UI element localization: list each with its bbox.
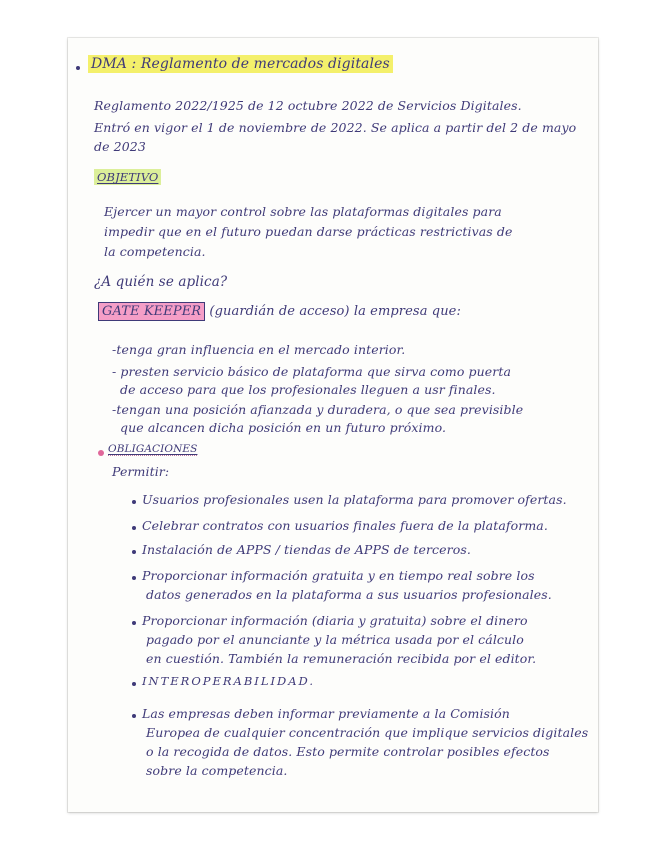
permitir-label: Permitir:	[112, 464, 170, 479]
obligacion-item-5-line-2: pagado por el anunciante y la métrica usada por el cálculo	[146, 632, 524, 647]
intro-line-2: Entró en vigor el 1 de noviembre de 2022. Se aplica a partir del 2 de mayo	[94, 120, 577, 135]
condition-line-5: que alcancen dicha posición en un futuro próximo.	[120, 420, 447, 435]
item-bullet-icon	[132, 621, 136, 625]
objetivo-heading	[94, 170, 161, 184]
intro-line-1: Reglamento 2022/1925 de 12 octubre 2022 de Servicios Digitales.	[94, 98, 522, 113]
condition-line-1: -tenga gran influencia en el mercado interior.	[112, 342, 406, 357]
notebook-page	[68, 38, 598, 812]
obligacion-item-1: Usuarios profesionales usen la plataforma para promover ofertas.	[142, 492, 567, 507]
title-text: DMA : Reglamento de mercados digitales	[88, 55, 393, 73]
gatekeeper-label: GATE KEEPER	[98, 302, 205, 321]
objetivo-line-2: impedir que en el futuro puedan darse prácticas restrictivas de	[104, 224, 513, 239]
obligacion-item-5-line-1: Proporcionar información (diaria y gratuita) sobre el dinero	[142, 613, 528, 628]
objetivo-line-1: Ejercer un mayor control sobre las plataformas digitales para	[104, 204, 502, 219]
obligacion-item-2: Celebrar contratos con usuarios finales fuera de la plataforma.	[142, 518, 548, 533]
gatekeeper-text: (guardián de acceso) la empresa que:	[209, 304, 461, 319]
obligacion-item-5-line-3: en cuestión. También la remuneración recibida por el editor.	[146, 651, 537, 666]
condition-line-3: de acceso para que los profesionales lleguen a usr finales.	[120, 382, 496, 397]
obligacion-item-7-line-1: Las empresas deben informar previamente a la Comisión	[142, 706, 510, 721]
item-bullet-icon	[132, 550, 136, 554]
obligacion-item-7-line-3: o la recogida de datos. Esto permite controlar posibles efectos	[146, 744, 550, 759]
question-heading: ¿A quién se aplica?	[94, 274, 228, 290]
intro-line-3: de 2023	[94, 139, 146, 154]
item-bullet-icon	[132, 714, 136, 718]
condition-line-4: -tengan una posición afianzada y duradera, o que sea previsible	[112, 402, 524, 417]
title-bullet-icon	[76, 66, 80, 70]
obligacion-item-7-line-2: Europea de cualquier concentración que implique servicios digitales	[146, 725, 589, 740]
objetivo-line-3: la competencia.	[104, 244, 206, 259]
obligacion-item-4-line-1: Proporcionar información gratuita y en tiempo real sobre los	[142, 568, 535, 583]
obligaciones-heading	[108, 443, 197, 455]
item-bullet-icon	[132, 500, 136, 504]
page-title	[88, 56, 393, 72]
objetivo-label: OBJETIVO	[94, 169, 161, 185]
item-bullet-icon	[132, 526, 136, 530]
obligacion-item-3: Instalación de APPS / tiendas de APPS de terceros.	[142, 542, 471, 557]
obligaciones-label: OBLIGACIONES	[108, 443, 198, 455]
obligacion-item-6: INTEROPERABILIDAD.	[142, 674, 316, 688]
item-bullet-icon	[132, 576, 136, 580]
item-bullet-icon	[132, 682, 136, 686]
obligacion-item-4-line-2: datos generados en la plataforma a sus usuarios profesionales.	[146, 587, 552, 602]
obligaciones-bullet-icon	[98, 450, 104, 456]
condition-line-2: - presten servicio básico de plataforma que sirva como puerta	[112, 364, 512, 379]
obligacion-item-7-line-4: sobre la competencia.	[146, 763, 288, 778]
gatekeeper-line	[98, 304, 461, 319]
